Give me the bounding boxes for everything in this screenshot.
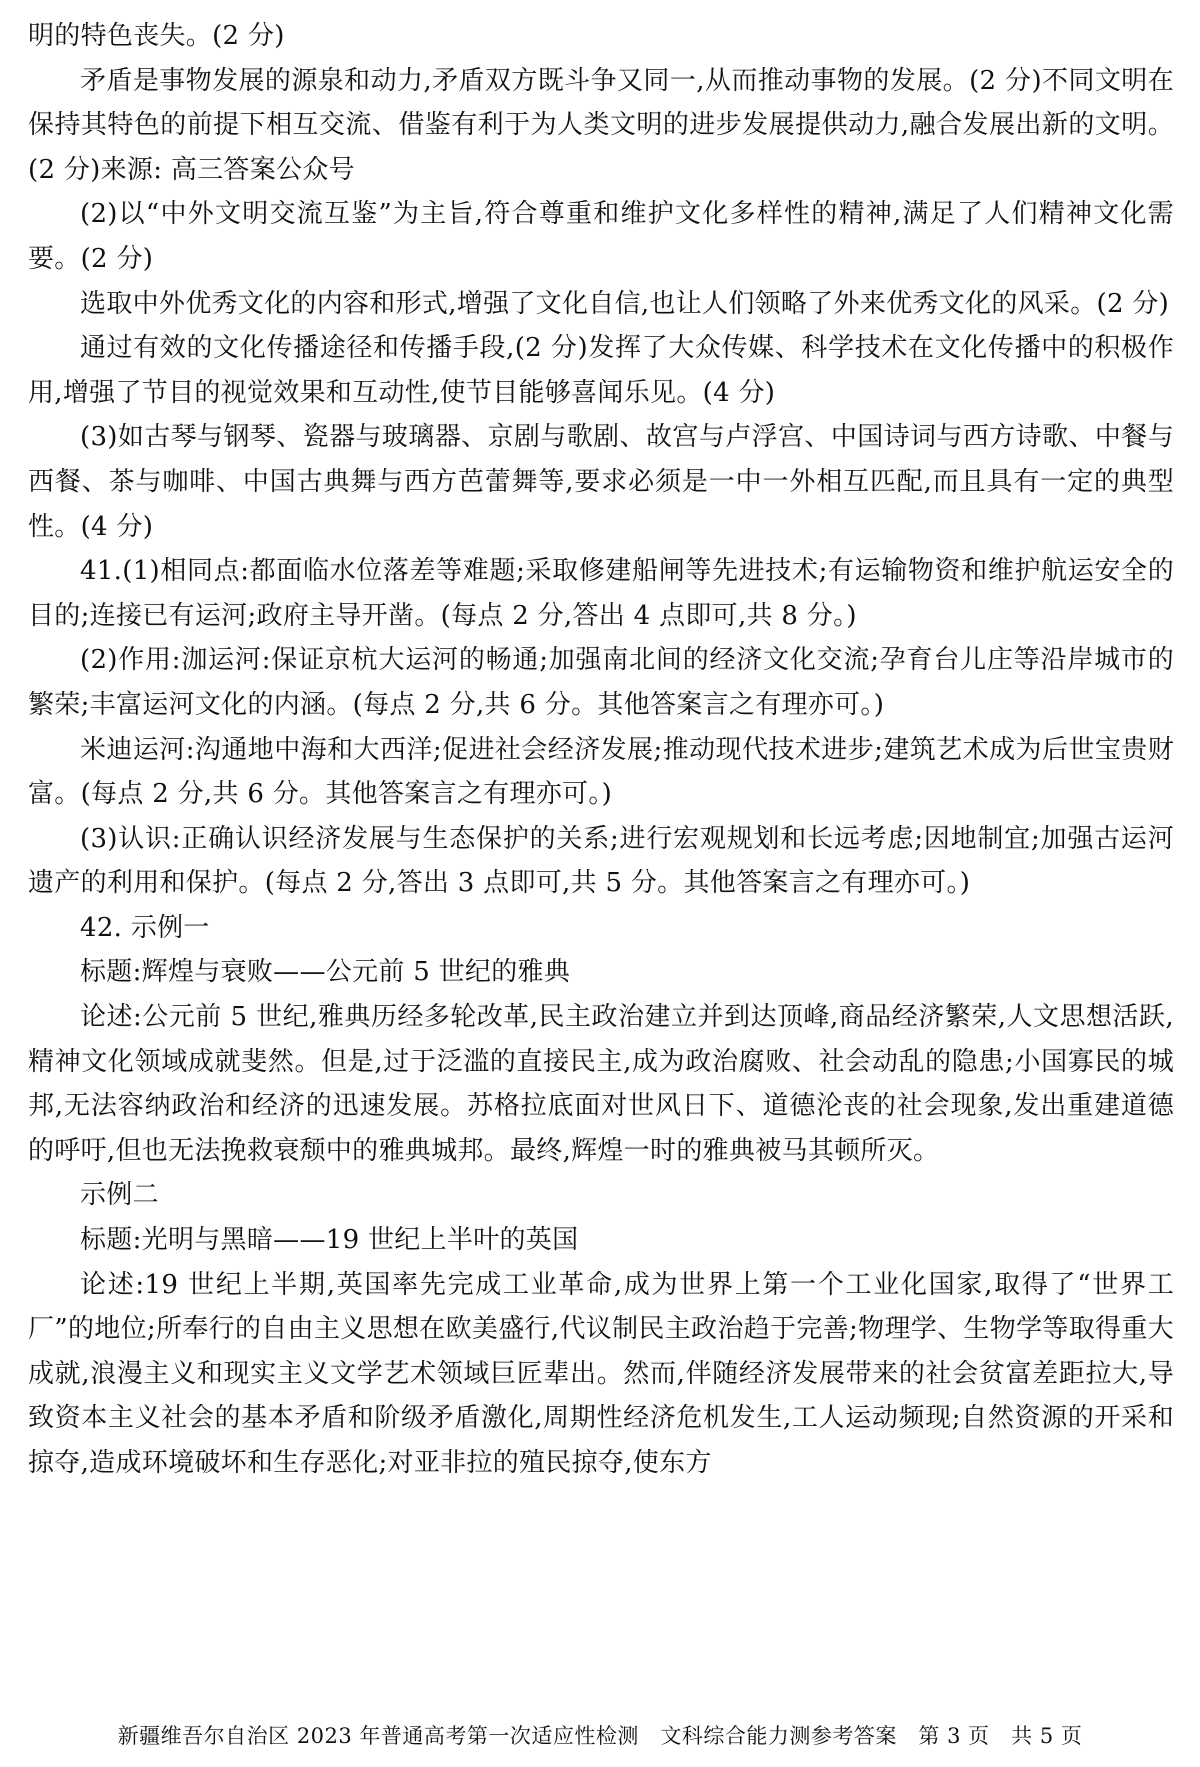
paragraph-q42-example-1-heading: 42. 示例一 [80,912,210,943]
paragraph-example-2-discussion: 论述:19 世纪上半期,英国率先完成工业革命,成为世界上第一个工业化国家,取得了“世界工厂”的地位;所奉行的自由主义思想在欧美盛行,代议制民主政治趋于完善;物理学、生物学等取得重大成就,浪漫主义和现实主义文学艺术领域巨匠辈出。然而,伴随经济发展带来的社会贫富差距拉大,导致资本主义社会的基本矛盾和阶级矛盾激化,周期性经济危机发生,工人运动频现;自然资源的开采和掠夺,造成环境破坏和生存恶化;对亚非拉的殖民掠夺,使东方 [28,1269,1174,1478]
paragraph-example-2-title: 标题:光明与黑暗——19 世纪上半叶的英国 [80,1225,579,1256]
paragraph-q41-2-jia-canal: (2)作用:泇运河:保证京杭大运河的畅通;加强南北间的经济文化交流;孕育台儿庄等沿岸城市的繁荣;丰富运河文化的内涵。(每点 2 分,共 6 分。其他答案言之有理亦可。) [28,645,1174,720]
page-footer: 新疆维吾尔自治区 2023 年普通高考第一次适应性检测 文科综合能力测参考答案 第 3 页 共 5 页 [117,1724,1083,1748]
paragraph-example-1-title: 标题:辉煌与衰败——公元前 5 世纪的雅典 [80,957,571,988]
paragraph-q40-2-media: 通过有效的文化传播途径和传播手段,(2 分)发挥了大众传媒、科学技术在文化传播中的积极作用,增强了节目的视觉效果和互动性,使节目能够喜闻乐见。(4 分) [28,333,1174,408]
paragraph-continuation: 明的特色丧失。(2 分) [28,21,285,51]
paragraph-example-2-heading: 示例二 [80,1180,159,1211]
paragraph-q41-1: 41.(1)相同点:都面临水位落差等难题;采取修建船闸等先进技术;有运输物资和维护航运安全的目的;连接已有运河;政府主导开凿。(每点 2 分,答出 4 点即可,共 8 分。) [28,556,1174,631]
paragraph-example-1-discussion: 论述:公元前 5 世纪,雅典历经多轮改革,民主政治建立并到达顶峰,商品经济繁荣,人文思想活跃,精神文化领域成就斐然。但是,过于泛滥的直接民主,成为政治腐败、社会动乱的隐患;小国寡民的城邦,无法容纳政治和经济的迅速发展。苏格拉底面对世风日下、道德沦丧的社会现象,发出重建道德的呼吁,但也无法挽救衰颓中的雅典城邦。最终,辉煌一时的雅典被马其顿所灭。 [28,1002,1174,1166]
paragraph-q40-3: (3)如古琴与钢琴、瓷器与玻璃器、京剧与歌剧、故宫与卢浮宫、中国诗词与西方诗歌、中餐与西餐、茶与咖啡、中国古典舞与西方芭蕾舞等,要求必须是一中一外相互匹配,而且具有一定的典型性。(4 分) [28,422,1174,542]
paragraph-q41-3: (3)认识:正确认识经济发展与生态保护的关系;进行宏观规划和长远考虑;因地制宜;加强古运河遗产的利用和保护。(每点 2 分,答出 3 点即可,共 5 分。其他答案言之有理亦可。) [28,823,1174,899]
paragraph-q40-2-content: 选取中外优秀文化的内容和形式,增强了文化自信,也让人们领略了外来优秀文化的风采。(2 分) [80,288,1170,319]
paragraph-contradiction: 矛盾是事物发展的源泉和动力,矛盾双方既斗争又同一,从而推动事物的发展。(2 分)不同文明在保持其特色的前提下相互交流、借鉴有利于为人类文明的进步发展提供动力,融合发展出新的文明。(2 分)来源: 高三答案公众号 [28,65,1174,185]
paragraph-q41-2-midi-canal: 米迪运河:沟通地中海和大西洋;促进社会经济发展;推动现代技术进步;建筑艺术成为后世宝贵财富。(每点 2 分,共 6 分。其他答案言之有理亦可。) [28,734,1174,810]
paragraph-q40-2-theme: (2)以“中外文明交流互鉴”为主旨,符合尊重和维护文化多样性的精神,满足了人们精神文化需要。(2 分) [28,199,1174,274]
answer-body [28,14,1174,1486]
